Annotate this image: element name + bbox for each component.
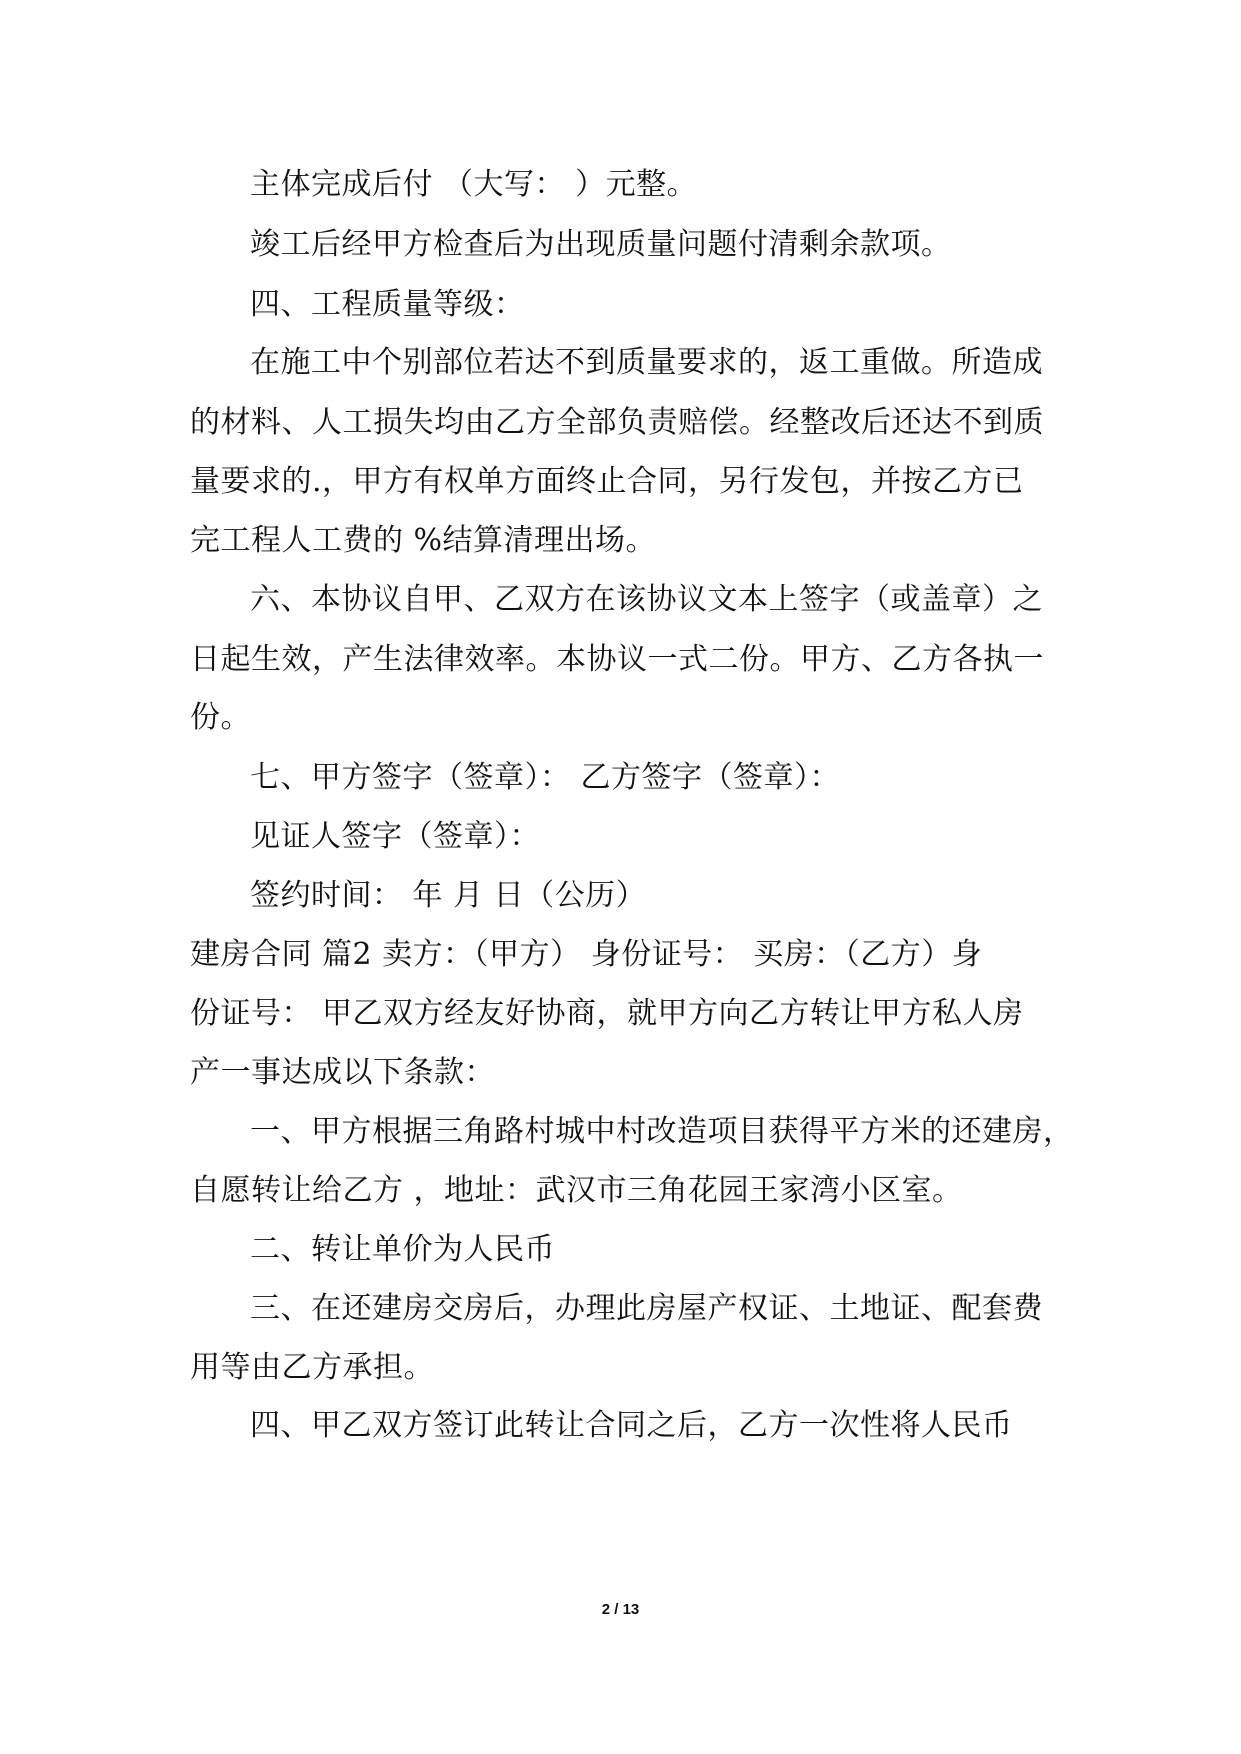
signature-line: 七、甲方签字（签章）： 乙方签字（签章）： [250,760,841,795]
witness-line: 见证人签字（签章）： [250,819,540,854]
text-line: 二、转让单价为人民币 [250,1232,555,1267]
text-line: 自愿转让给乙方 ，地址：武汉市三角花园王家湾小区室。 [190,1173,963,1208]
text-line: 三、在还建房交房后，办理此房屋产权证、土地证、配套费 [250,1291,1043,1326]
text-line: 完工程人工费的 %结算清理出场。 [190,523,657,558]
text-line: 产一事达成以下条款： [190,1055,495,1090]
text-line: 四、甲乙双方签订此转让合同之后，乙方一次性将人民币 [250,1408,1013,1443]
text-line: 用等由乙方承担。 [190,1350,434,1385]
text-line: 竣工后经甲方检查后为出现质量问题付清剩余款项。 [250,227,952,262]
text-line: 量要求的.，甲方有权单方面终止合同，另行发包，并按乙方已 [190,464,1024,499]
text-line: 的材料、人工损失均由乙方全部负责赔偿。经整改后还达不到质 [190,405,1044,440]
page-number: 2 / 13 [601,1601,640,1618]
text-line: 建房合同 篇2 卖方：（甲方） 身份证号： 买房：（乙方）身 [190,937,983,972]
text-line: 一、甲方根据三角路村城中村改造项目获得平方米的还建房， [250,1114,1074,1149]
date-line: 签约时间： 年 月 日（公历） [250,878,647,913]
text-line: 日起生效，产生法律效率。本协议一式二份。甲方、乙方各执一 [190,642,1044,677]
text-line: 主体完成后付 （大写： ）元整。 [250,167,698,202]
text-line: 六、本协议自甲、乙双方在该协议文本上签字（或盖章）之 [250,582,1043,617]
text-line: 份证号： 甲乙双方经友好协商，就甲方向乙方转让甲方私人房 [190,996,1024,1031]
text-line: 份。 [190,700,251,735]
text-line: 在施工中个别部位若达不到质量要求的，返工重做。所造成 [250,345,1043,380]
section-heading: 四、工程质量等级： [250,287,525,322]
